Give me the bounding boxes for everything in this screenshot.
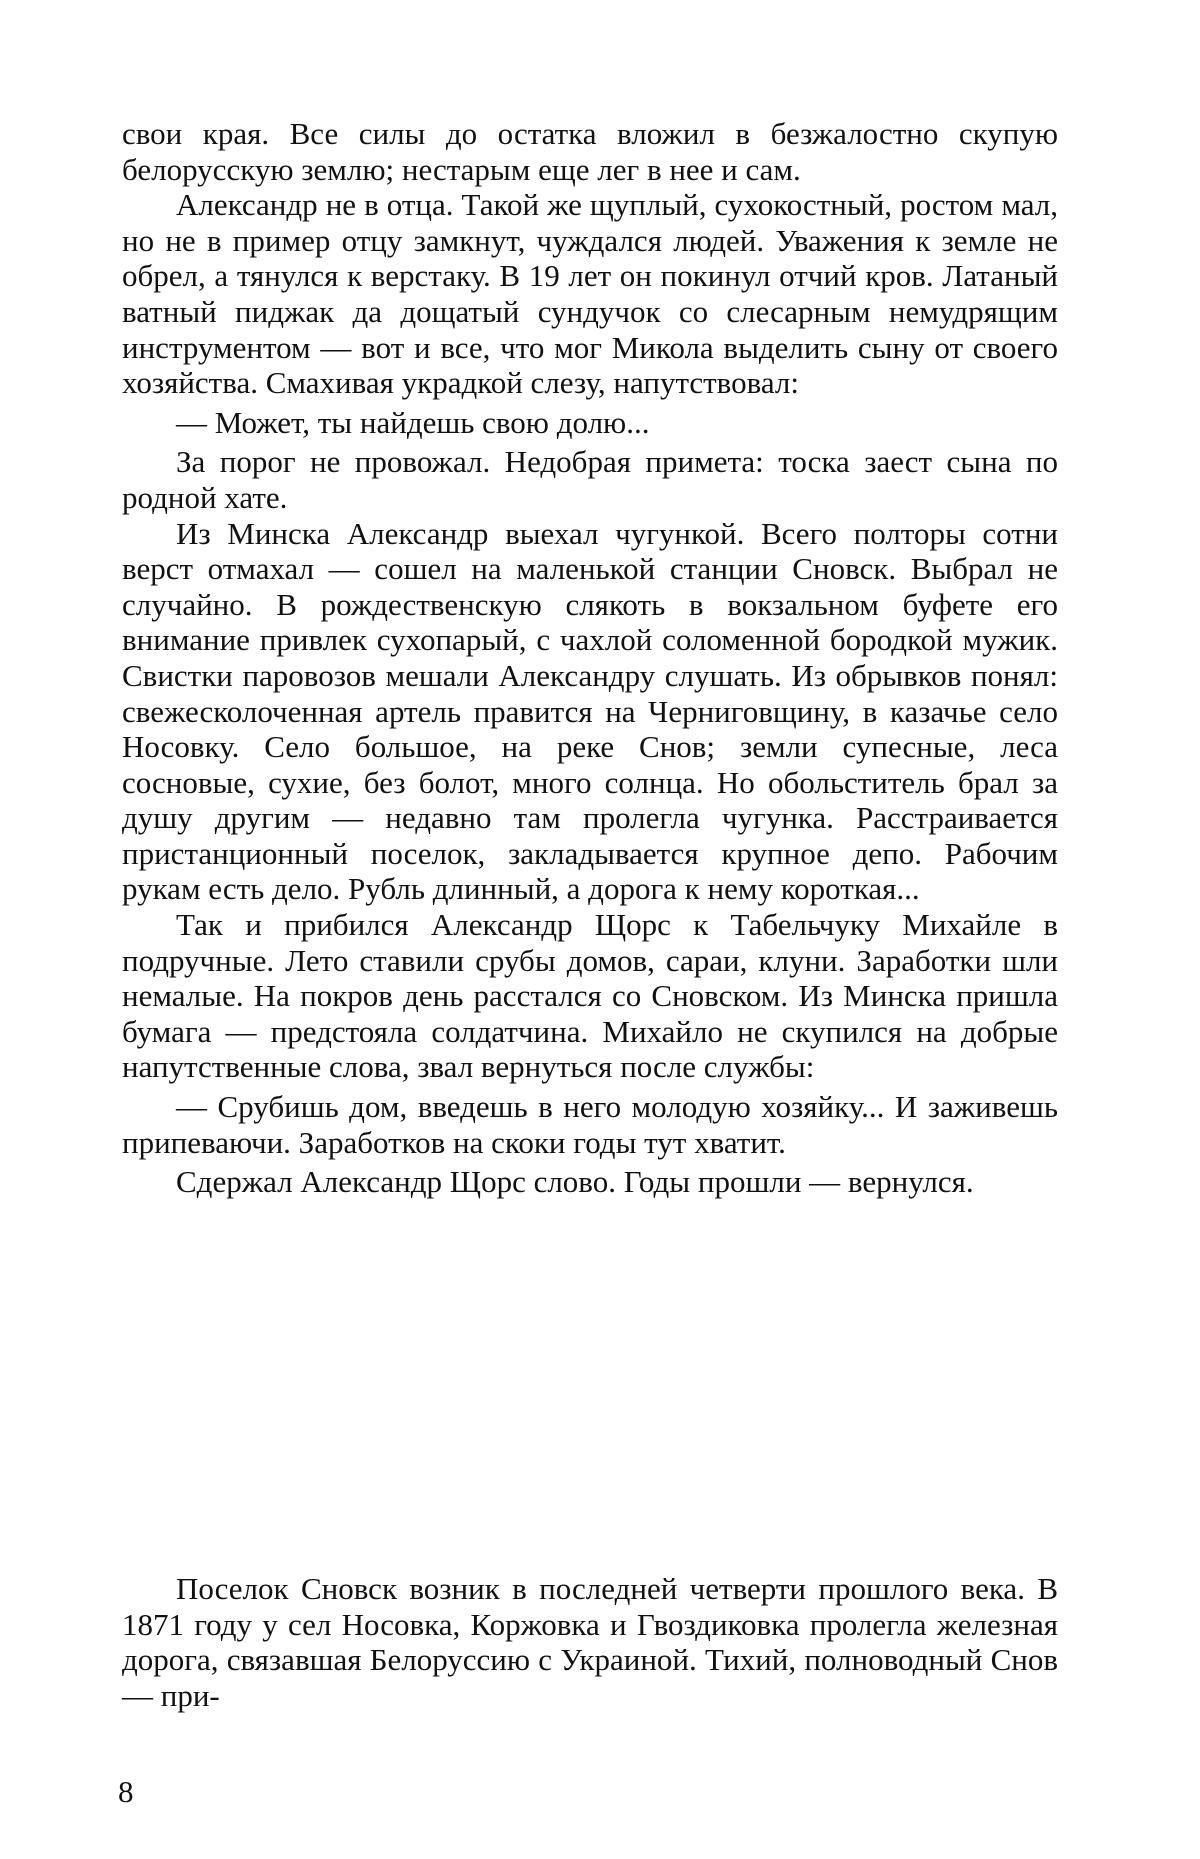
book-page bbox=[0, 0, 1200, 1859]
paragraph-alexander-leaves-home: Александр не в отца. Такой же щуплый, сухокостный, ростом мал, но не в пример отцу замкнут, чуждался людей. Уважения к земле не обрел, а тянулся к верстаку. В 19 лет он покинул отчий кров. Латаный ватный пиджак да дощатый сундучок со слесарным немудрящим инструментом — вот и все, что мог Микола выделить сыну от своего хозяйства. Смахивая украдкой слезу, напутствовал: bbox=[122, 187, 1058, 401]
dialogue-line-fate: — Может, ты найдешь свою долю... bbox=[122, 405, 1058, 441]
paragraph-bad-omen: За порог не провожал. Недобрая примета: тоска заест сына по родной хате. bbox=[122, 444, 1058, 515]
paragraph-fathers-land: свои края. Все силы до остатка вложил в безжалостно скупую белорусскую землю; нестарым еще лег в нее и сам. bbox=[122, 116, 1058, 187]
paragraph-snovsk-origin: Поселок Сновск возник в последней четверти прошлого века. В 1871 году у сел Носовка, Коржовка и Гвоздиковка пролегла железная дорога, связавшая Белоруссию с Украиной. Тихий, полноводный Снов — при- bbox=[122, 1571, 1058, 1713]
page-number: 8 bbox=[118, 1774, 134, 1810]
dialogue-line-build-house: — Срубишь дом, введешь в него молодую хозяйку... И заживешь припеваючи. Заработков на скоки годы тут хватит. bbox=[122, 1089, 1058, 1160]
paragraph-journey-to-snovsk: Из Минска Александр выехал чугункой. Всего полторы сотни верст отмахал — сошел на маленькой станции Сновск. Выбрал не случайно. В рождественскую слякоть в вокзальном буфете его внимание привлек сухопарый, с чахлой соломенной бородкой мужик. Свистки паровозов мешали Александру слушать. Из обрывков понял: свежесколоченная артель правится на Черниговщину, в казачье село Носовку. Село большое, на реке Снов; земли супесные, леса сосновые, сухие, без болот, много солнца. Но обольститель брал за душу другим — недавно там пролегла чугунка. Расстраивается пристанционный поселок, закладывается крупное депо. Рабочим рукам есть дело. Рубль длинный, а дорога к нему короткая... bbox=[122, 516, 1058, 908]
paragraph-kept-word: Сдержал Александр Щорс слово. Годы прошли — вернулся. bbox=[122, 1164, 1058, 1200]
snovsk-history-section bbox=[122, 1571, 1058, 1713]
paragraph-apprentice-work: Так и прибился Александр Щорс к Табельчуку Михайле в подручные. Лето ставили срубы домов, сараи, клуни. Заработки шли немалые. На покров день расстался со Сновском. Из Минска пришла бумага — предстояла солдатчина. Михайло не скупился на добрые напутственные слова, звал вернуться после службы: bbox=[122, 907, 1058, 1085]
main-text-section bbox=[122, 116, 1058, 1200]
